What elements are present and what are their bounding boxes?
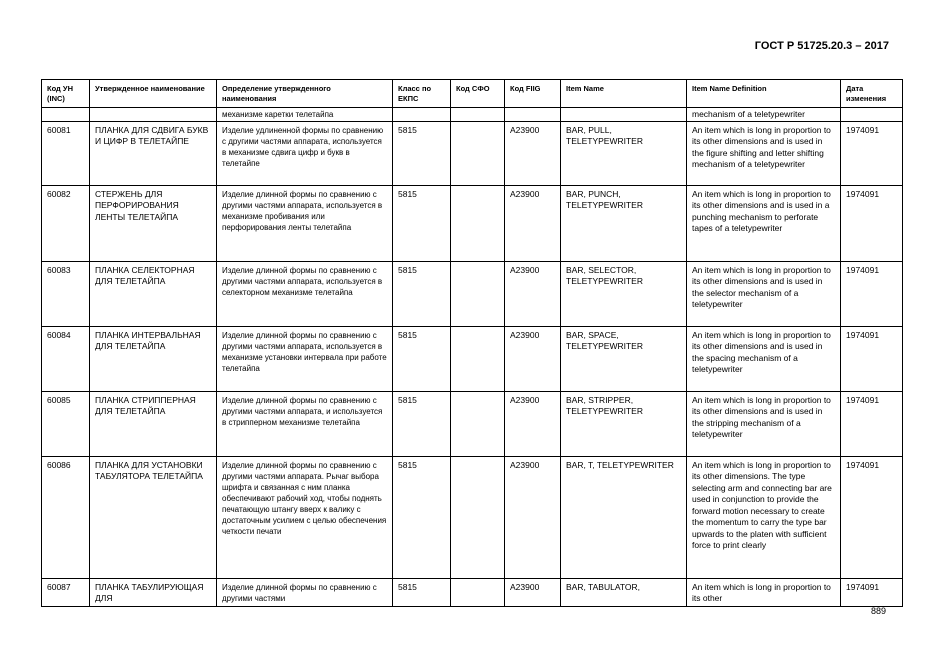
cell-name-ru: ПЛАНКА ДЛЯ УСТАНОВКИ ТАБУЛЯТОРА ТЕЛЕТАЙПА: [90, 456, 217, 578]
cell-date: 1974091: [841, 261, 903, 326]
document-id: ГОСТ Р 51725.20.3 – 2017: [754, 40, 889, 52]
cell-ekps: 5815: [393, 185, 451, 261]
cell-empty: [561, 108, 687, 122]
cell-name-ru: ПЛАНКА ТАБУЛИРУЮЩАЯ ДЛЯ: [90, 578, 217, 606]
cell-inc: 60086: [42, 456, 90, 578]
cell-ekps: 5815: [393, 326, 451, 391]
col-header-item-name: Item Name: [561, 80, 687, 108]
cell-definition-ru: механизме каретки телетайпа: [217, 108, 393, 122]
cell-sfo: [451, 326, 505, 391]
table-row: [42, 456, 903, 578]
cell-fiig: A23900: [505, 391, 561, 456]
cell-definition-ru: Изделие длинной формы по сравнению с другими частями аппарата, используется в механизме пробивания или перфорирования ленты телетайпа: [217, 185, 393, 261]
cell-sfo: [451, 121, 505, 185]
cell-item-name: BAR, T, TELETYPEWRITER: [561, 456, 687, 578]
page-number: 889: [870, 606, 886, 616]
table-row: [42, 391, 903, 456]
cell-name-ru: ПЛАНКА СЕЛЕКТОРНАЯ ДЛЯ ТЕЛЕТАЙПА: [90, 261, 217, 326]
cell-sfo: [451, 261, 505, 326]
cell-fiig: A23900: [505, 261, 561, 326]
cell-ekps: 5815: [393, 261, 451, 326]
table-row: [42, 326, 903, 391]
cell-item-name: BAR, STRIPPER, TELETYPEWRITER: [561, 391, 687, 456]
cell-item-name: BAR, PUNCH, TELETYPEWRITER: [561, 185, 687, 261]
cell-inc: 60084: [42, 326, 90, 391]
cell-item-def: An item which is long in proportion to its other dimensions. The type selecting arm and connecting bar are used in conjunction to provide the forward motion necessary to create the momentum to carry the type bar upwards to the platen with sufficient force to print clearly: [687, 456, 841, 578]
cell-item-def: An item which is long in proportion to its other dimensions and is used in the figure shifting and letter shifting mechanism of a teletypewriter: [687, 121, 841, 185]
cell-inc: 60081: [42, 121, 90, 185]
cell-sfo: [451, 185, 505, 261]
cell-empty: [841, 108, 903, 122]
cell-item-def: An item which is long in proportion to its other: [687, 578, 841, 606]
cell-date: 1974091: [841, 391, 903, 456]
cell-name-ru: ПЛАНКА СТРИППЕРНАЯ ДЛЯ ТЕЛЕТАЙПА: [90, 391, 217, 456]
col-header-definition-ru: Определение утвержденного наименования: [217, 80, 393, 108]
cell-fiig: A23900: [505, 326, 561, 391]
cell-definition-ru: Изделие длинной формы по сравнению с другими частями аппарата. Рычаг выбора шрифта и связанная с ним планка обеспечивают рабочий ход, чтобы поднять печатающую штангу вверх к валику с достаточным усилием с целью обеспечения четкости печати: [217, 456, 393, 578]
cell-inc: 60085: [42, 391, 90, 456]
col-header-name-ru: Утвержденное наименование: [90, 80, 217, 108]
cell-definition-ru: Изделие длинной формы по сравнению с другими частями аппарата, используется в селекторном механизме телетайпа: [217, 261, 393, 326]
table-row: [42, 578, 903, 606]
cell-definition-ru: Изделие удлиненной формы по сравнению с другими частями аппарата, используется в механизме сдвига цифр и букв в телетайпе: [217, 121, 393, 185]
cell-inc: 60082: [42, 185, 90, 261]
cell-date: 1974091: [841, 326, 903, 391]
cell-item-name: BAR, TABULATOR,: [561, 578, 687, 606]
cell-date: 1974091: [841, 185, 903, 261]
cell-item-name: BAR, SELECTOR, TELETYPEWRITER: [561, 261, 687, 326]
table-header-row: [42, 80, 903, 108]
cell-definition-ru: Изделие длинной формы по сравнению с другими частями аппарата, и используется в стрипперном механизме телетайпа: [217, 391, 393, 456]
cell-empty: [451, 108, 505, 122]
cell-ekps: 5815: [393, 456, 451, 578]
table-row-continuation: [42, 108, 903, 122]
cell-fiig: A23900: [505, 121, 561, 185]
cell-fiig: A23900: [505, 456, 561, 578]
cell-date: 1974091: [841, 456, 903, 578]
col-header-date: Дата изменения: [841, 80, 903, 108]
col-header-fiig: Код FIIG: [505, 80, 561, 108]
col-header-inc: Код УН (INC): [42, 80, 90, 108]
cell-name-ru: СТЕРЖЕНЬ ДЛЯ ПЕРФОРИРОВАНИЯ ЛЕНТЫ ТЕЛЕТАЙПА: [90, 185, 217, 261]
cell-ekps: 5815: [393, 391, 451, 456]
cell-definition-ru: Изделие длинной формы по сравнению с другими частями: [217, 578, 393, 606]
cell-empty: [90, 108, 217, 122]
cell-name-ru: ПЛАНКА ИНТЕРВАЛЬНАЯ ДЛЯ ТЕЛЕТАЙПА: [90, 326, 217, 391]
cell-date: 1974091: [841, 121, 903, 185]
cell-inc: 60083: [42, 261, 90, 326]
cell-fiig: A23900: [505, 185, 561, 261]
cell-sfo: [451, 456, 505, 578]
cell-inc: 60087: [42, 578, 90, 606]
cell-ekps: 5815: [393, 121, 451, 185]
cell-sfo: [451, 578, 505, 606]
cell-empty: [505, 108, 561, 122]
cell-item-def: An item which is long in proportion to its other dimensions and is used in the spacing mechanism of a teletypewriter: [687, 326, 841, 391]
cell-ekps: 5815: [393, 578, 451, 606]
col-header-item-def: Item Name Definition: [687, 80, 841, 108]
table-row: [42, 261, 903, 326]
cell-definition-ru: Изделие длинной формы по сравнению с другими частями аппарата, используется в механизме установки интервала при работе телетайпа: [217, 326, 393, 391]
cell-date: 1974091: [841, 578, 903, 606]
cell-item-def: An item which is long in proportion to its other dimensions and is used in the selector mechanism of a teletypewriter: [687, 261, 841, 326]
cell-empty: [42, 108, 90, 122]
cell-empty: [393, 108, 451, 122]
cell-fiig: A23900: [505, 578, 561, 606]
cell-item-name: BAR, SPACE, TELETYPEWRITER: [561, 326, 687, 391]
catalog-table: [41, 79, 903, 607]
table-row: [42, 121, 903, 185]
table-row: [42, 185, 903, 261]
cell-item-def: An item which is long in proportion to its other dimensions and is used in the stripping mechanism of a teletypewriter: [687, 391, 841, 456]
cell-item-name: BAR, PULL, TELETYPEWRITER: [561, 121, 687, 185]
col-header-sfo: Код СФО: [451, 80, 505, 108]
col-header-ekps: Класс по ЕКПС: [393, 80, 451, 108]
cell-item-def: mechanism of a teletypewriter: [687, 108, 841, 122]
cell-name-ru: ПЛАНКА ДЛЯ СДВИГА БУКВ И ЦИФР В ТЕЛЕТАЙПЕ: [90, 121, 217, 185]
cell-sfo: [451, 391, 505, 456]
cell-item-def: An item which is long in proportion to its other dimensions and is used in a punching mechanism to perforate tapes of a teletypewriter: [687, 185, 841, 261]
